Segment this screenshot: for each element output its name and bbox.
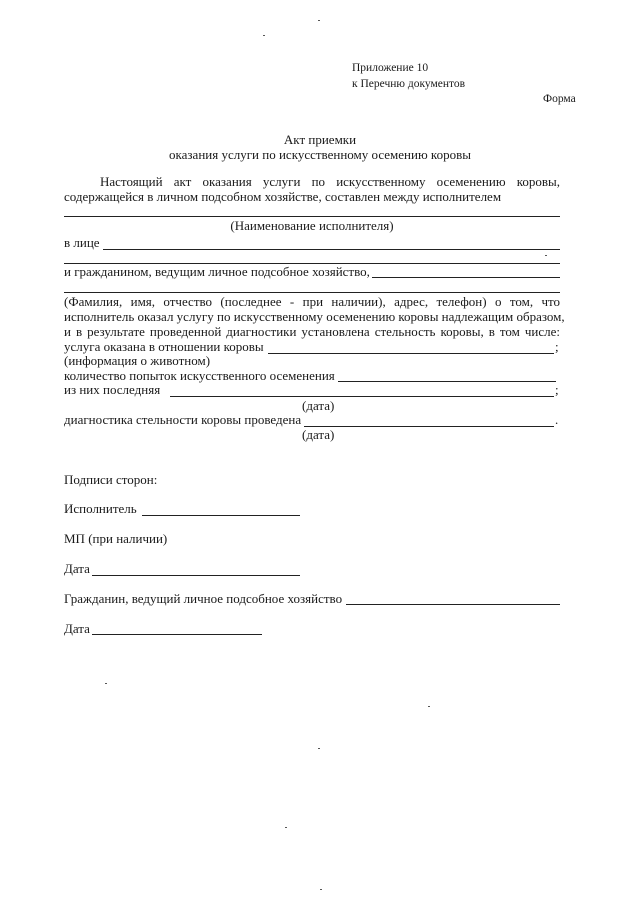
period-mark: . (555, 412, 559, 427)
attempts-label: количество попыток искусственного осеменения (64, 368, 335, 383)
scan-speck (428, 706, 430, 707)
scan-speck (320, 889, 322, 890)
in-person-label: в лице (64, 235, 100, 250)
diagnostics-label: диагностика стельности коровы проведена (64, 412, 302, 427)
date-caption-1: (дата) (302, 398, 335, 413)
scan-speck (263, 35, 265, 36)
diagnostics-line (304, 426, 554, 427)
service-cow-line (268, 353, 554, 354)
executor-signature-label: Исполнитель (64, 501, 137, 516)
scan-speck (318, 748, 320, 749)
date-label-2: Дата (64, 621, 90, 636)
form-label: Форма (543, 93, 576, 105)
scan-speck (545, 255, 547, 256)
service-cow-label: услуга оказана в отношении коровы (64, 339, 264, 354)
semicolon-2: ; (555, 382, 559, 397)
citizen-signature-line (346, 604, 560, 605)
semicolon-1: ; (555, 339, 559, 354)
in-person-line (103, 249, 560, 250)
citizen-signature-label: Гражданин, ведущий личное подсобное хозяйство (64, 591, 343, 606)
citizen-label: и гражданином, ведущим личное подсобное хозяйство, (64, 264, 370, 279)
fio-line-3: и в результате проведенной диагностики установлена стельность коровы, в том числе: (64, 324, 560, 339)
executor-signature-line (142, 515, 300, 516)
citizen-line (372, 277, 560, 278)
animal-info-caption: (информация о животном) (64, 353, 211, 368)
appendix-reference: к Перечню документов (352, 78, 466, 90)
scan-speck (105, 683, 107, 684)
scan-speck (285, 827, 287, 828)
scan-speck (318, 20, 320, 21)
fio-line-1: (Фамилия, имя, отчество (последнее - при наличии), адрес, телефон) о том, что (64, 294, 560, 309)
executor-name-line (64, 216, 560, 217)
document-subtitle: оказания услуги по искусственному осемению коровы (169, 147, 471, 162)
date-caption-2: (дата) (302, 427, 335, 442)
last-attempt-line (170, 396, 554, 397)
last-attempt-label: из них последняя (64, 382, 161, 397)
fio-line-2: исполнитель оказал услугу по искусственному осеменению коровы надлежащим образом, (64, 309, 565, 324)
citizen-line-2 (64, 292, 560, 293)
stamp-label: МП (при наличии) (64, 531, 168, 546)
intro-line-1: Настоящий акт оказания услуги по искусственному осеменению коровы, (100, 174, 560, 189)
signatures-heading: Подписи сторон: (64, 472, 158, 487)
date-line-1 (92, 575, 300, 576)
attempts-line (338, 381, 556, 382)
appendix-number: Приложение 10 (352, 62, 429, 74)
executor-caption: (Наименование исполнителя) (230, 218, 394, 233)
document-title: Акт приемки (283, 132, 357, 147)
date-line-2 (92, 634, 262, 635)
date-label-1: Дата (64, 561, 90, 576)
intro-line-2: содержащейся в личном подсобном хозяйстве, составлен между исполнителем (64, 189, 502, 204)
